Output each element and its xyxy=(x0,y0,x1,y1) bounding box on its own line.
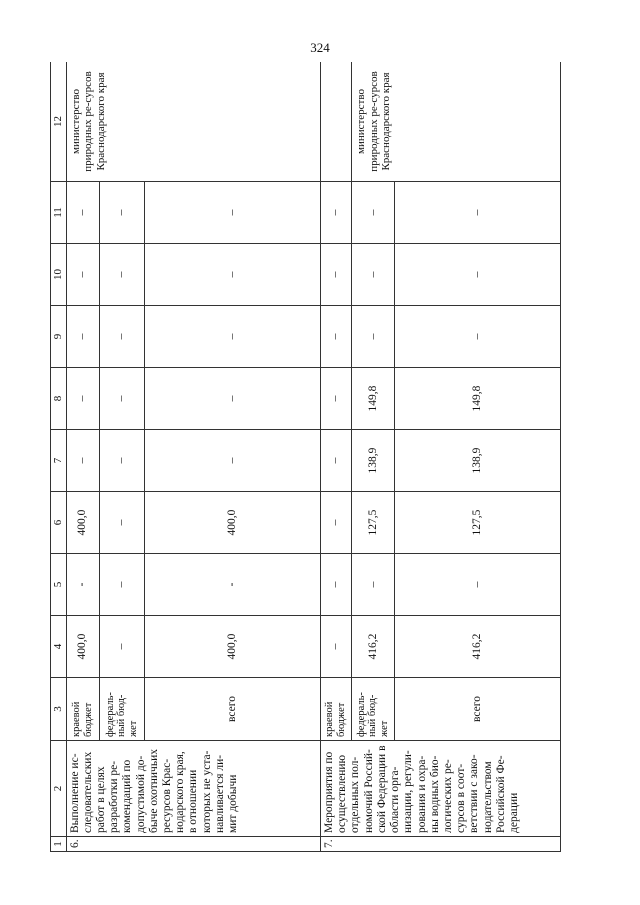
table-row xyxy=(66,62,99,852)
activity-description: Выполнение ис-следовательских работ в целях разработки ре-комендаций по допустимой до-быче охотничьих ресурсов Крас-нодарского края, в отношении которых не уста-навливается ли-мит добычи xyxy=(66,741,320,837)
value-cell: 416,2 xyxy=(395,616,561,678)
column-header: 4 xyxy=(51,616,67,678)
value-cell: – xyxy=(320,430,351,492)
executor-cell: министерство природных ре-сурсов Краснодарского края xyxy=(352,62,561,182)
value-cell: – xyxy=(352,244,395,306)
value-cell: – xyxy=(320,492,351,554)
value-cell: 149,8 xyxy=(352,368,395,430)
value-cell: 138,9 xyxy=(352,430,395,492)
value-cell: – xyxy=(99,182,145,244)
table-row xyxy=(352,62,395,852)
value-cell: – xyxy=(320,306,351,368)
value-cell: 149,8 xyxy=(395,368,561,430)
value-cell: – xyxy=(99,492,145,554)
row-number: 7. xyxy=(320,837,560,852)
value-cell: – xyxy=(99,554,145,616)
value-cell: – xyxy=(320,182,351,244)
value-cell: 138,9 xyxy=(395,430,561,492)
value-cell: – xyxy=(320,554,351,616)
column-header: 5 xyxy=(51,554,67,616)
column-header: 12 xyxy=(51,62,67,182)
value-cell: 416,2 xyxy=(352,616,395,678)
value-cell: – xyxy=(66,244,99,306)
funding-source: федераль-ный бюд-жет xyxy=(99,678,145,741)
column-header: 1 xyxy=(51,837,67,852)
value-cell: 127,5 xyxy=(395,492,561,554)
funding-source: федераль-ный бюд-жет xyxy=(352,678,395,741)
executor-cell: министерство природных ре-сурсов Краснодарского края xyxy=(66,62,320,182)
value-cell: 400,0 xyxy=(66,492,99,554)
column-header: 9 xyxy=(51,306,67,368)
value-cell: – xyxy=(99,306,145,368)
value-cell: – xyxy=(66,306,99,368)
activity-description: Мероприятия по осуществлению отдельных пол-номочий Россий-ской Федерации в области орга-низации, регули-рования и охра-ны водных био-логических ре-сурсов в соот-ветствии с зако-нодательством Российской Фе-дерации xyxy=(320,741,560,837)
value-cell: – xyxy=(320,368,351,430)
row-number: 6. xyxy=(66,837,320,852)
value-cell: – xyxy=(66,430,99,492)
column-header: 11 xyxy=(51,182,67,244)
value-cell: – xyxy=(99,244,145,306)
value-cell: – xyxy=(352,182,395,244)
value-cell: – xyxy=(395,306,561,368)
rotated-table-frame xyxy=(50,62,561,852)
value-cell: – xyxy=(145,244,321,306)
value-cell: – xyxy=(66,182,99,244)
value-cell: – xyxy=(145,368,321,430)
column-header: 8 xyxy=(51,368,67,430)
value-cell: – xyxy=(145,430,321,492)
column-header: 10 xyxy=(51,244,67,306)
value-cell: 127,5 xyxy=(352,492,395,554)
column-header: 2 xyxy=(51,741,67,837)
funding-source: краевой бюджет xyxy=(320,678,351,741)
funding-source: краевой бюджет xyxy=(66,678,99,741)
value-cell: – xyxy=(99,616,145,678)
funding-source-total: всего xyxy=(395,678,561,741)
value-cell: – xyxy=(320,616,351,678)
rotated-table-container xyxy=(50,62,561,852)
value-cell: – xyxy=(320,244,351,306)
column-header: 6 xyxy=(51,492,67,554)
value-cell: 400,0 xyxy=(145,616,321,678)
funding-source-total: всего xyxy=(145,678,321,741)
value-cell: – xyxy=(395,554,561,616)
value-cell: - xyxy=(145,554,321,616)
value-cell: – xyxy=(395,244,561,306)
page-number: 324 xyxy=(310,40,330,55)
program-table xyxy=(50,62,561,852)
column-header: 3 xyxy=(51,678,67,741)
value-cell: - xyxy=(66,554,99,616)
executor-spacer xyxy=(320,62,351,182)
value-cell: – xyxy=(395,182,561,244)
value-cell: – xyxy=(145,182,321,244)
value-cell: – xyxy=(99,430,145,492)
value-cell: – xyxy=(66,368,99,430)
column-number-row xyxy=(51,62,67,852)
table-row xyxy=(320,62,351,852)
column-header: 7 xyxy=(51,430,67,492)
value-cell: – xyxy=(145,306,321,368)
value-cell: 400,0 xyxy=(145,492,321,554)
value-cell: – xyxy=(352,306,395,368)
value-cell: 400,0 xyxy=(66,616,99,678)
value-cell: – xyxy=(352,554,395,616)
value-cell: – xyxy=(99,368,145,430)
